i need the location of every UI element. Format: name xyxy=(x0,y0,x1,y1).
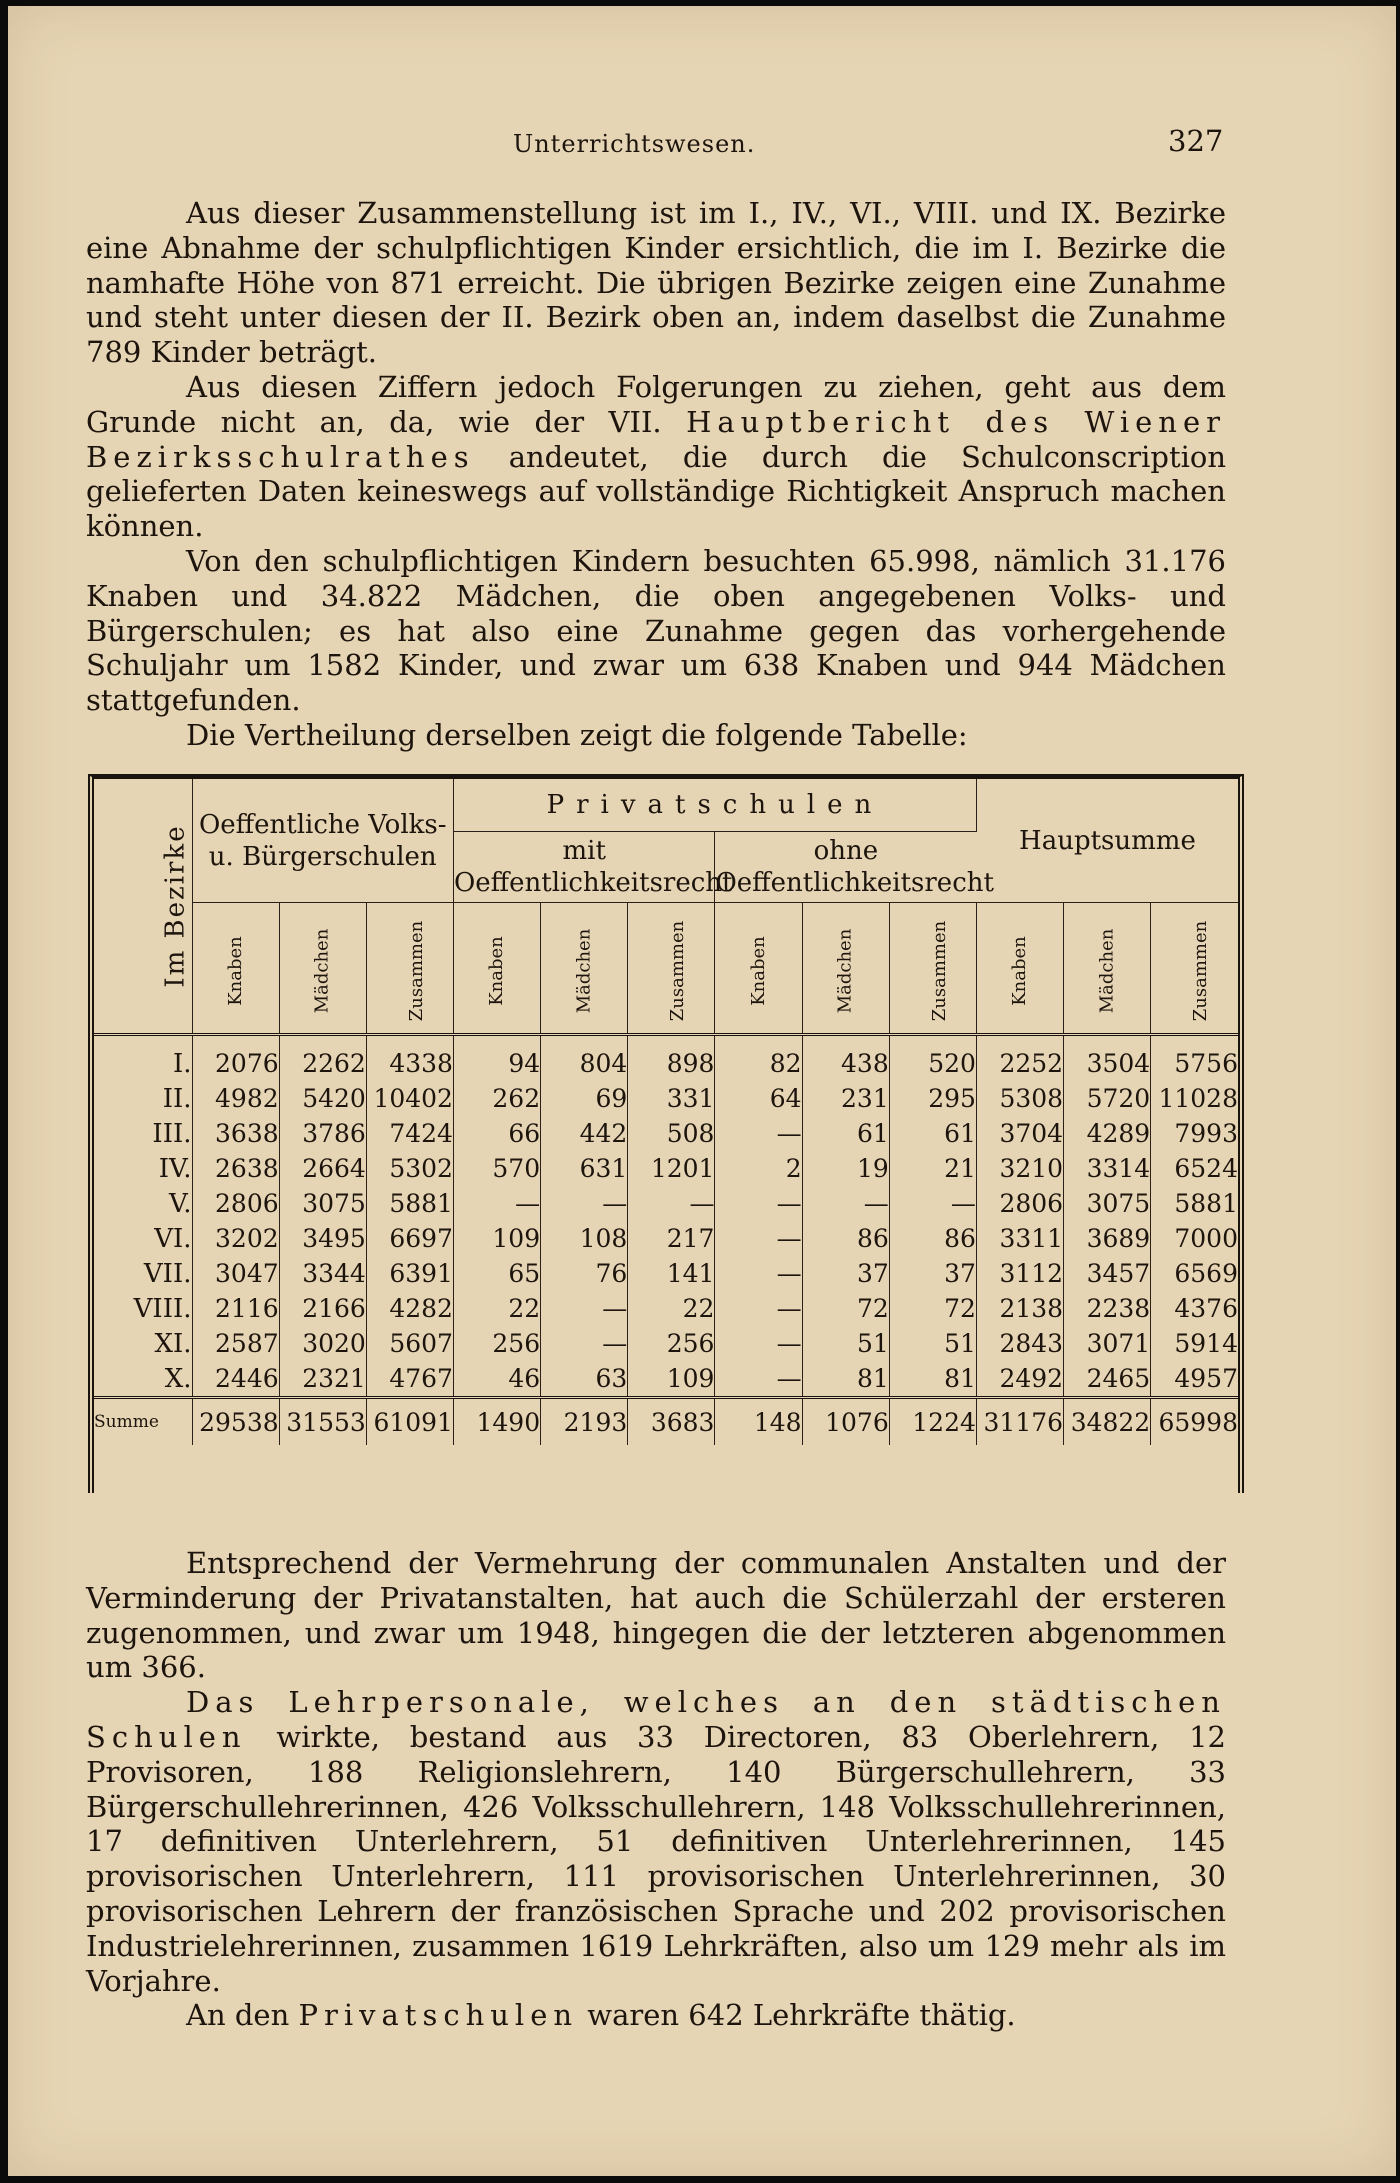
col-maedchen: Mädchen xyxy=(802,903,889,1035)
col-maedchen: Mädchen xyxy=(541,903,628,1035)
table-cell: 109 xyxy=(453,1221,540,1256)
table-cell: 2076 xyxy=(192,1035,279,1082)
header-hauptsumme: Hauptsumme xyxy=(976,779,1238,903)
table-cell: 37 xyxy=(802,1256,889,1291)
summe-cell: 1490 xyxy=(453,1398,540,1446)
table-cell: 2446 xyxy=(192,1361,279,1398)
paragraph: Von den schulpflichtigen Kindern besuchten 65.998, nämlich 31.176 Knaben und 34.822 Mädchen, die oben angegebenen Volks- und Bürgerschulen; es hat also eine Zunahme gegen das vorhergehende Schuljahr um 1582 Kinder, und zwar um 638 Knaben und 944 Mädchen stattgefunden. xyxy=(86,543,1226,718)
table-cell: 2 xyxy=(715,1151,802,1186)
col-zusammen: Zusammen xyxy=(366,903,453,1035)
paragraph-text: waren 642 Lehrkräfte thätig. xyxy=(587,1998,1016,2033)
table-cell: 51 xyxy=(802,1326,889,1361)
table-cell: 2116 xyxy=(192,1291,279,1326)
table-cell: 256 xyxy=(453,1326,540,1361)
row-bezirk-label: III. xyxy=(94,1116,192,1151)
table-cell: 61 xyxy=(802,1116,889,1151)
table-row xyxy=(94,1081,1238,1116)
table-cell: 3210 xyxy=(976,1151,1063,1186)
row-bezirk-label: II. xyxy=(94,1081,192,1116)
col-knaben: Knaben xyxy=(715,903,802,1035)
summe-cell: 1076 xyxy=(802,1398,889,1446)
paragraph-text: wirkte, bestand aus 33 Directoren, 83 Oberlehrern, 12 Provisoren, 188 Religionslehrern, 140 Bürgerschullehrern, 33 Bürgerschullehrerinnen, 426 Volksschullehrern, 148 Volksschullehrerinnen, 17 definitiven Unterlehrern, 51 definitiven Unterlehrerinnen, 145 provisorischen Unterlehrern, 111 provisorischen Unterlehrerinnen, 30 provisorischen Lehrern der französischen Sprache und 202 provisorischen Industrielehrerinnen, zusammen 1619 Lehrkräften, also um 129 mehr als im Vorjahre. xyxy=(86,1719,1227,1998)
header-mit-oeffentlichkeitsrecht: mit Oeffentlichkeitsrecht xyxy=(453,832,714,903)
table-cell: 86 xyxy=(802,1221,889,1256)
row-bezirk-label: VII. xyxy=(94,1256,192,1291)
table-cell: 2262 xyxy=(279,1035,366,1082)
table-cell: 1201 xyxy=(628,1151,715,1186)
paragraph: Die Vertheilung derselben zeigt die folgende Tabelle: xyxy=(186,717,968,752)
table-cell: 2664 xyxy=(279,1151,366,1186)
summe-label: Summe xyxy=(94,1398,192,1446)
table-row xyxy=(94,1116,1238,1151)
table-cell: — xyxy=(802,1186,889,1221)
table-cell: 2465 xyxy=(1064,1361,1151,1398)
summe-cell: 2193 xyxy=(541,1398,628,1446)
table-cell: 631 xyxy=(541,1151,628,1186)
summe-cell: 65998 xyxy=(1151,1398,1238,1446)
table-row xyxy=(94,1256,1238,1291)
spaced-emphasis: Privatschulen xyxy=(298,1998,579,2033)
table-cell: — xyxy=(541,1326,628,1361)
summe-row xyxy=(94,1398,1238,1446)
table-cell: 6391 xyxy=(366,1256,453,1291)
table-cell: 217 xyxy=(628,1221,715,1256)
paragraph-text: andeutet, die durch die Schulconscription gelieferten Daten keineswegs auf vollständige Richtigkeit Anspruch machen können. xyxy=(86,439,1227,544)
statistics-table xyxy=(88,774,1244,1493)
summe-cell: 3683 xyxy=(628,1398,715,1446)
page-header xyxy=(8,124,1396,164)
row-bezirk-label: VIII. xyxy=(94,1291,192,1326)
table-row xyxy=(94,1221,1238,1256)
table-row xyxy=(94,1151,1238,1186)
table-cell: 3112 xyxy=(976,1256,1063,1291)
bezirk-header: Im Bezirke xyxy=(94,779,192,1035)
table-cell: — xyxy=(889,1186,976,1221)
table-cell: 81 xyxy=(802,1361,889,1398)
table-cell: 2843 xyxy=(976,1326,1063,1361)
paragraph xyxy=(86,1998,1226,2033)
table-cell: 64 xyxy=(715,1081,802,1116)
table-cell: 231 xyxy=(802,1081,889,1116)
table-cell: 63 xyxy=(541,1361,628,1398)
table-cell: 19 xyxy=(802,1151,889,1186)
table-cell: 3344 xyxy=(279,1256,366,1291)
table-cell: 295 xyxy=(889,1081,976,1116)
table-cell: 4957 xyxy=(1174,1364,1238,1393)
table-cell: — xyxy=(715,1221,802,1256)
table-cell: 3704 xyxy=(976,1116,1063,1151)
table-cell: — xyxy=(715,1186,802,1221)
table-cell: 2138 xyxy=(976,1291,1063,1326)
table-row xyxy=(94,1291,1238,1326)
table-cell: 570 xyxy=(453,1151,540,1186)
table-cell: 6697 xyxy=(366,1221,453,1256)
table-cell: 81 xyxy=(889,1361,976,1398)
table-cell: 108 xyxy=(541,1221,628,1256)
table-cell: 804 xyxy=(541,1035,628,1082)
table-cell: 141 xyxy=(628,1256,715,1291)
table-cell: 5420 xyxy=(279,1081,366,1116)
table-cell: 442 xyxy=(541,1116,628,1151)
summe-cell: 29538 xyxy=(192,1398,279,1446)
table-cell: 5756 xyxy=(1174,1049,1238,1078)
table-cell: 4289 xyxy=(1064,1116,1151,1151)
table-cell: 2806 xyxy=(192,1186,279,1221)
paragraph xyxy=(86,370,1226,544)
table-cell: — xyxy=(453,1186,540,1221)
table-cell: — xyxy=(541,1291,628,1326)
table-cell: 3457 xyxy=(1064,1256,1151,1291)
table-cell: 61 xyxy=(889,1116,976,1151)
table-cell: 6569 xyxy=(1174,1259,1238,1288)
table-cell: 11028 xyxy=(1158,1084,1238,1113)
table-cell: 5720 xyxy=(1064,1081,1151,1116)
row-bezirk-label: I. xyxy=(94,1035,192,1082)
table-cell: 69 xyxy=(541,1081,628,1116)
table-cell: 438 xyxy=(802,1035,889,1082)
table-cell: 5914 xyxy=(1174,1329,1238,1358)
spaced-emphasis: Das Lehrpersonale, welches an den städtischen Schulen xyxy=(86,1685,1226,1754)
table-cell: 508 xyxy=(628,1116,715,1151)
table-cell: 3504 xyxy=(1064,1035,1151,1082)
table-cell: 2252 xyxy=(976,1035,1063,1082)
table-cell: 21 xyxy=(889,1151,976,1186)
text-block-top xyxy=(86,196,1226,753)
table-cell: — xyxy=(715,1361,802,1398)
table-cell: 86 xyxy=(889,1221,976,1256)
table-cell: 22 xyxy=(453,1291,540,1326)
row-bezirk-label: X. xyxy=(94,1361,192,1398)
paragraph: Entsprechend der Vermehrung der communalen Anstalten und der Verminderung der Privatanstalten, hat auch die Schülerzahl der ersteren zugenommen, und zwar um 1948, hingegen die der letzteren abgenommen um 366. xyxy=(86,1546,1226,1685)
table-cell: 5302 xyxy=(366,1151,453,1186)
table-cell: 3202 xyxy=(192,1221,279,1256)
table-cell: 51 xyxy=(889,1326,976,1361)
table-cell: 2166 xyxy=(279,1291,366,1326)
table-cell: 7424 xyxy=(366,1116,453,1151)
table-cell: 4982 xyxy=(192,1081,279,1116)
col-zusammen: Zusammen xyxy=(628,903,715,1035)
header-oeffentliche: Oeffentliche Volks- u. Bürgerschulen xyxy=(192,779,453,903)
col-zusammen: Zusammen xyxy=(889,903,976,1035)
paragraph-text: An den xyxy=(186,1998,290,2033)
table-cell: 2587 xyxy=(192,1326,279,1361)
paragraph xyxy=(86,1685,1226,1998)
spaced-emphasis: Hauptbericht des Wiener Bezirksschulrathes xyxy=(86,404,1226,474)
row-bezirk-label: VI. xyxy=(94,1221,192,1256)
table-cell: 5607 xyxy=(366,1326,453,1361)
table-cell: — xyxy=(541,1186,628,1221)
table-cell: 3311 xyxy=(976,1221,1063,1256)
summe-cell: 31553 xyxy=(279,1398,366,1446)
col-knaben: Knaben xyxy=(453,903,540,1035)
table-cell: 3075 xyxy=(279,1186,366,1221)
table-cell: 520 xyxy=(889,1035,976,1082)
table-cell: 4376 xyxy=(1174,1294,1238,1323)
table-cell: 3314 xyxy=(1064,1151,1151,1186)
table-cell: 4282 xyxy=(366,1291,453,1326)
summe-cell: 34822 xyxy=(1064,1398,1151,1446)
table-cell: 3071 xyxy=(1064,1326,1151,1361)
header-privatschulen: Privatschulen xyxy=(453,779,976,832)
table-cell: 2238 xyxy=(1064,1291,1151,1326)
row-bezirk-label: IV. xyxy=(94,1151,192,1186)
table-cell: 4767 xyxy=(366,1361,453,1398)
table-cell: 37 xyxy=(889,1256,976,1291)
table-cell: — xyxy=(715,1326,802,1361)
table-cell: — xyxy=(715,1116,802,1151)
table-row xyxy=(94,1326,1238,1361)
table-cell: 3689 xyxy=(1064,1221,1151,1256)
table-cell: 82 xyxy=(715,1035,802,1082)
table-cell: 2321 xyxy=(279,1361,366,1398)
table-cell: 2492 xyxy=(976,1361,1063,1398)
table-cell: 256 xyxy=(628,1326,715,1361)
table-cell: 7000 xyxy=(1174,1224,1238,1253)
table-cell: 5881 xyxy=(366,1186,453,1221)
col-maedchen: Mädchen xyxy=(1064,903,1151,1035)
table-cell: 3075 xyxy=(1064,1186,1151,1221)
table-cell: 10402 xyxy=(366,1081,453,1116)
table-cell: 65 xyxy=(453,1256,540,1291)
table-cell: 2806 xyxy=(976,1186,1063,1221)
table-cell: 5308 xyxy=(976,1081,1063,1116)
col-knaben: Knaben xyxy=(976,903,1063,1035)
header-ohne-oeffentlichkeitsrecht: ohne Oeffentlichkeitsrecht xyxy=(715,832,976,903)
table-cell: 22 xyxy=(628,1291,715,1326)
table-cell: 3047 xyxy=(192,1256,279,1291)
table-cell: 3638 xyxy=(192,1116,279,1151)
table-cell: 3020 xyxy=(279,1326,366,1361)
row-bezirk-label: XI. xyxy=(94,1326,192,1361)
table-cell: 76 xyxy=(541,1256,628,1291)
table-cell: 4338 xyxy=(366,1035,453,1082)
table-cell: 72 xyxy=(802,1291,889,1326)
summe-cell: 31176 xyxy=(976,1398,1063,1446)
table-cell: 3786 xyxy=(279,1116,366,1151)
table-cell: — xyxy=(715,1291,802,1326)
table-cell: 5881 xyxy=(1174,1189,1238,1218)
table-cell: 7993 xyxy=(1174,1119,1238,1148)
page-number: 327 xyxy=(1168,124,1224,158)
table-cell: 262 xyxy=(453,1081,540,1116)
running-title: Unterrichtswesen. xyxy=(513,130,756,158)
table-cell: 94 xyxy=(453,1035,540,1082)
paragraph: Aus dieser Zusammenstellung ist im I., IV., VI., VIII. und IX. Bezirke eine Abnahme der schulpflichtigen Kinder ersichtlich, die im I. Bezirke die namhafte Höhe von 871 erreicht. Die übrigen Bezirke zeigen eine Zunahme und steht unter diesen der II. Bezirk oben an, indem daselbst die Zunahme 789 Kinder beträgt. xyxy=(86,196,1226,370)
table-row xyxy=(94,1186,1238,1221)
table-cell: 66 xyxy=(453,1116,540,1151)
table-cell: 898 xyxy=(628,1035,715,1082)
row-bezirk-label: V. xyxy=(94,1186,192,1221)
table-cell: 2638 xyxy=(192,1151,279,1186)
paragraph-text: Aus diesen Ziffern jedoch Folgerungen zu ziehen, geht aus dem Grunde nicht an, da, wie der VII. xyxy=(86,369,1226,439)
book-page xyxy=(8,6,1396,2176)
table-cell: 331 xyxy=(628,1081,715,1116)
table-row xyxy=(94,1361,1238,1398)
table-cell: 109 xyxy=(628,1361,715,1398)
table-cell: 46 xyxy=(453,1361,540,1398)
summe-cell: 61091 xyxy=(366,1398,453,1446)
table-cell: — xyxy=(628,1186,715,1221)
col-zusammen: Zusammen xyxy=(1151,903,1238,1035)
table-cell: 72 xyxy=(889,1291,976,1326)
table-cell: 6524 xyxy=(1174,1154,1238,1183)
summe-cell: 148 xyxy=(715,1398,802,1446)
table-cell: 3495 xyxy=(279,1221,366,1256)
col-maedchen: Mädchen xyxy=(279,903,366,1035)
text-block-bottom xyxy=(86,1546,1226,2033)
table-cell: — xyxy=(715,1256,802,1291)
table-row xyxy=(94,1035,1238,1082)
summe-cell: 1224 xyxy=(889,1398,976,1446)
col-knaben: Knaben xyxy=(192,903,279,1035)
